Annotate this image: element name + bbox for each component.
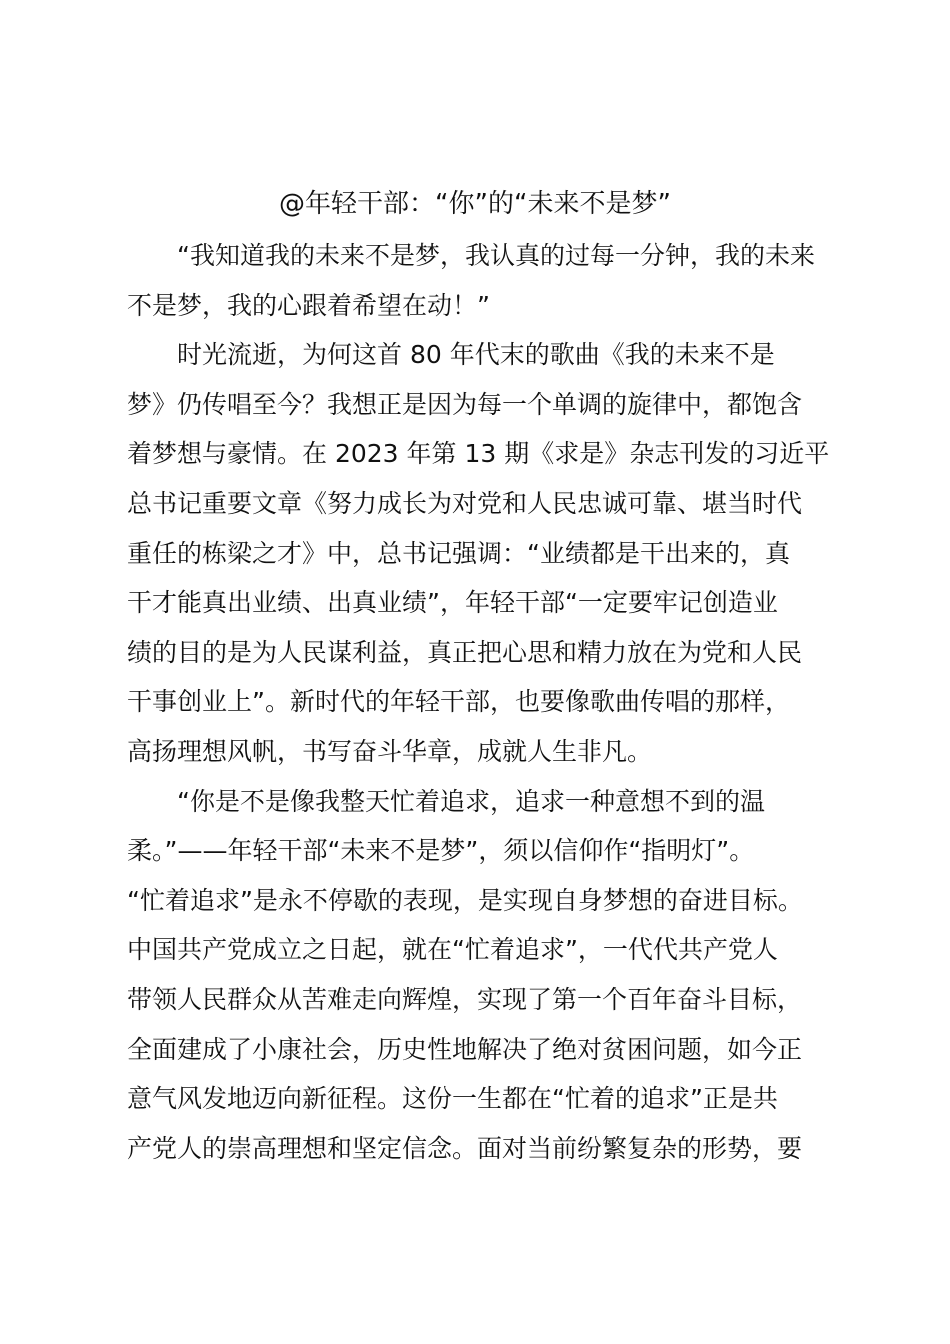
paragraph-3-line-4: 中国共产党成立之日起，就在“忙着追求”，一代代共产党人 xyxy=(127,935,778,965)
paragraph-3-line-1: “你是不是像我整天忙着追求，追求一种意想不到的温 xyxy=(177,786,765,816)
paragraph-2-line-1: 时光流逝，为何这首 80 年代末的歌曲《我的未来不是 xyxy=(177,340,775,370)
paragraph-3-line-6: 全面建成了小康社会，历史性地解决了绝对贫困问题，如今正 xyxy=(127,1034,803,1064)
paragraph-2-line-4: 总书记重要文章《努力成长为对党和人民忠诚可靠、堪当时代 xyxy=(127,488,803,518)
paragraph-3-line-3: “忙着追求”是永不停歇的表现，是实现自身梦想的奋进目标。 xyxy=(127,885,803,915)
paragraph-2-line-3: 着梦想与豪情。在 2023 年第 13 期《求是》杂志刊发的习近平 xyxy=(127,439,830,469)
document-title: @年轻干部：“你”的“未来不是梦” xyxy=(279,189,671,219)
paragraph-2-line-8: 干事创业上”。新时代的年轻干部，也要像歌曲传唱的那样， xyxy=(127,687,790,717)
paragraph-2-line-5: 重任的栋梁之才》中，总书记强调：“业绩都是干出来的，真 xyxy=(127,538,790,568)
paragraph-2-line-9: 高扬理想风帆，书写奋斗华章，成就人生非凡。 xyxy=(127,736,653,766)
paragraph-3-line-2: 柔。”——年轻干部“未来不是梦”，须以信仰作“指明灯”。 xyxy=(127,836,755,866)
paragraph-2-line-2: 梦》仍传唱至今？我想正是因为每一个单调的旋律中，都饱含 xyxy=(127,389,803,419)
paragraph-3-line-5: 带领人民群众从苦难走向辉煌，实现了第一个百年奋斗目标， xyxy=(127,984,803,1014)
paragraph-3-line-7: 意气风发地迈向新征程。这份一生都在“忙着的追求”正是共 xyxy=(127,1084,778,1114)
paragraph-1-line-2: 不是梦，我的心跟着希望在动！” xyxy=(127,290,490,320)
paragraph-2-line-7: 绩的目的是为人民谋利益，真正把心思和精力放在为党和人民 xyxy=(127,637,803,667)
paragraph-1-line-1: “我知道我的未来不是梦，我认真的过每一分钟，我的未来 xyxy=(177,241,815,270)
paragraph-2-line-6: 干才能真出业绩、出真业绩”，年轻干部“一定要牢记创造业 xyxy=(127,588,778,618)
document-body xyxy=(127,236,847,1178)
paragraph-3-line-8: 产党人的崇高理想和坚定信念。面对当前纷繁复杂的形势，要 xyxy=(127,1133,803,1163)
